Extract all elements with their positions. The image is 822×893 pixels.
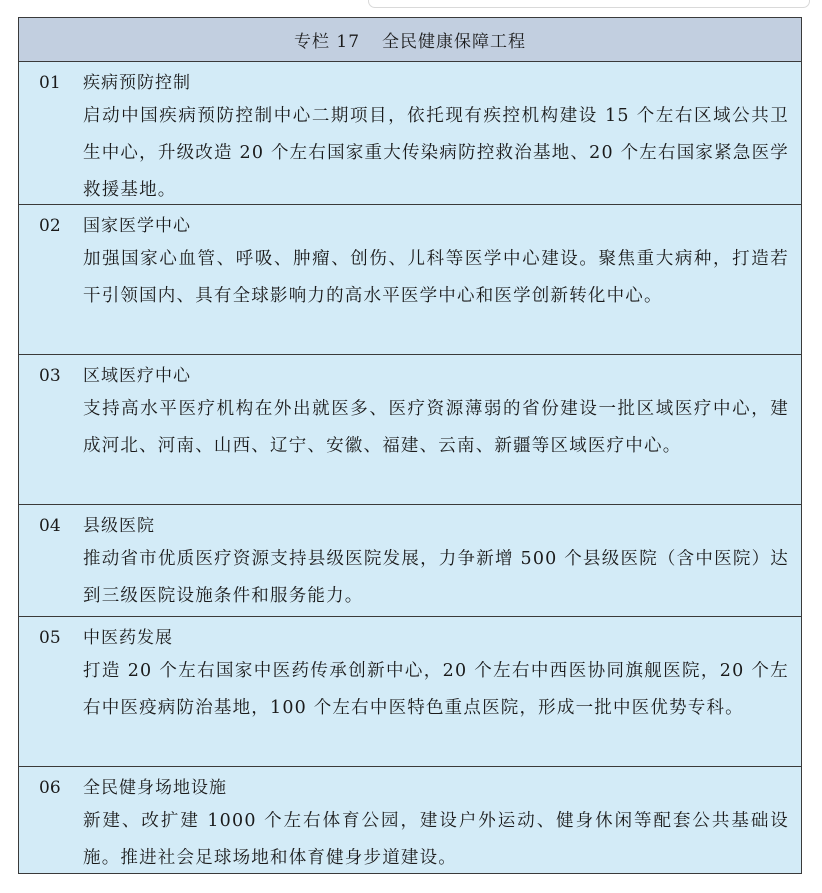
special-column-panel bbox=[18, 17, 802, 874]
section-tcm-development bbox=[19, 617, 801, 767]
section-county-hospital bbox=[19, 505, 801, 617]
column-title: 全民健康保障工程 bbox=[382, 32, 527, 52]
section-fitness-facilities bbox=[19, 767, 801, 875]
section-title: 国家医学中心 bbox=[83, 216, 191, 236]
section-body: 新建、改扩建 1000 个左右体育公园，建设户外运动、健身休闲等配套公共基础设施。推进社会足球场地和体育健身步道建设。 bbox=[83, 811, 789, 868]
section-title: 区域医疗中心 bbox=[83, 366, 191, 386]
section-title: 县级医院 bbox=[83, 516, 155, 536]
section-number: 03 bbox=[39, 366, 61, 386]
section-number: 06 bbox=[39, 778, 61, 798]
section-national-medical-center bbox=[19, 205, 801, 355]
column-label: 专栏 17 bbox=[293, 32, 361, 52]
section-number: 04 bbox=[39, 516, 61, 536]
section-body: 启动中国疾病预防控制中心二期项目，依托现有疾控机构建设 15 个左右区域公共卫生中心，升级改造 20 个左右国家重大传染病防控救治基地、20 个左右国家紧急医学救援基地。 bbox=[83, 106, 789, 200]
panel-header bbox=[19, 18, 801, 62]
section-title: 全民健身场地设施 bbox=[83, 778, 227, 798]
section-title: 中医药发展 bbox=[83, 628, 173, 648]
section-title: 疾病预防控制 bbox=[83, 73, 191, 93]
section-body: 打造 20 个左右国家中医药传承创新中心，20 个左右中西医协同旗舰医院，20 个左右中医疫病防治基地，100 个左右中医特色重点医院，形成一批中医优势专科。 bbox=[83, 661, 789, 718]
section-regional-medical-center bbox=[19, 355, 801, 505]
section-disease-prevention bbox=[19, 62, 801, 205]
section-body: 支持高水平医疗机构在外出就医多、医疗资源薄弱的省份建设一批区域医疗中心，建成河北、河南、山西、辽宁、安徽、福建、云南、新疆等区域医疗中心。 bbox=[83, 399, 789, 456]
section-body: 加强国家心血管、呼吸、肿瘤、创伤、儿科等医学中心建设。聚焦重大病种，打造若干引领国内、具有全球影响力的高水平医学中心和医学创新转化中心。 bbox=[83, 249, 789, 306]
section-number: 05 bbox=[39, 628, 61, 648]
section-body: 推动省市优质医疗资源支持县级医院发展，力争新增 500 个县级医院（含中医院）达到三级医院设施条件和服务能力。 bbox=[83, 549, 789, 606]
section-number: 01 bbox=[39, 73, 61, 93]
section-number: 02 bbox=[39, 216, 61, 236]
top-tab-edge bbox=[368, 0, 810, 8]
